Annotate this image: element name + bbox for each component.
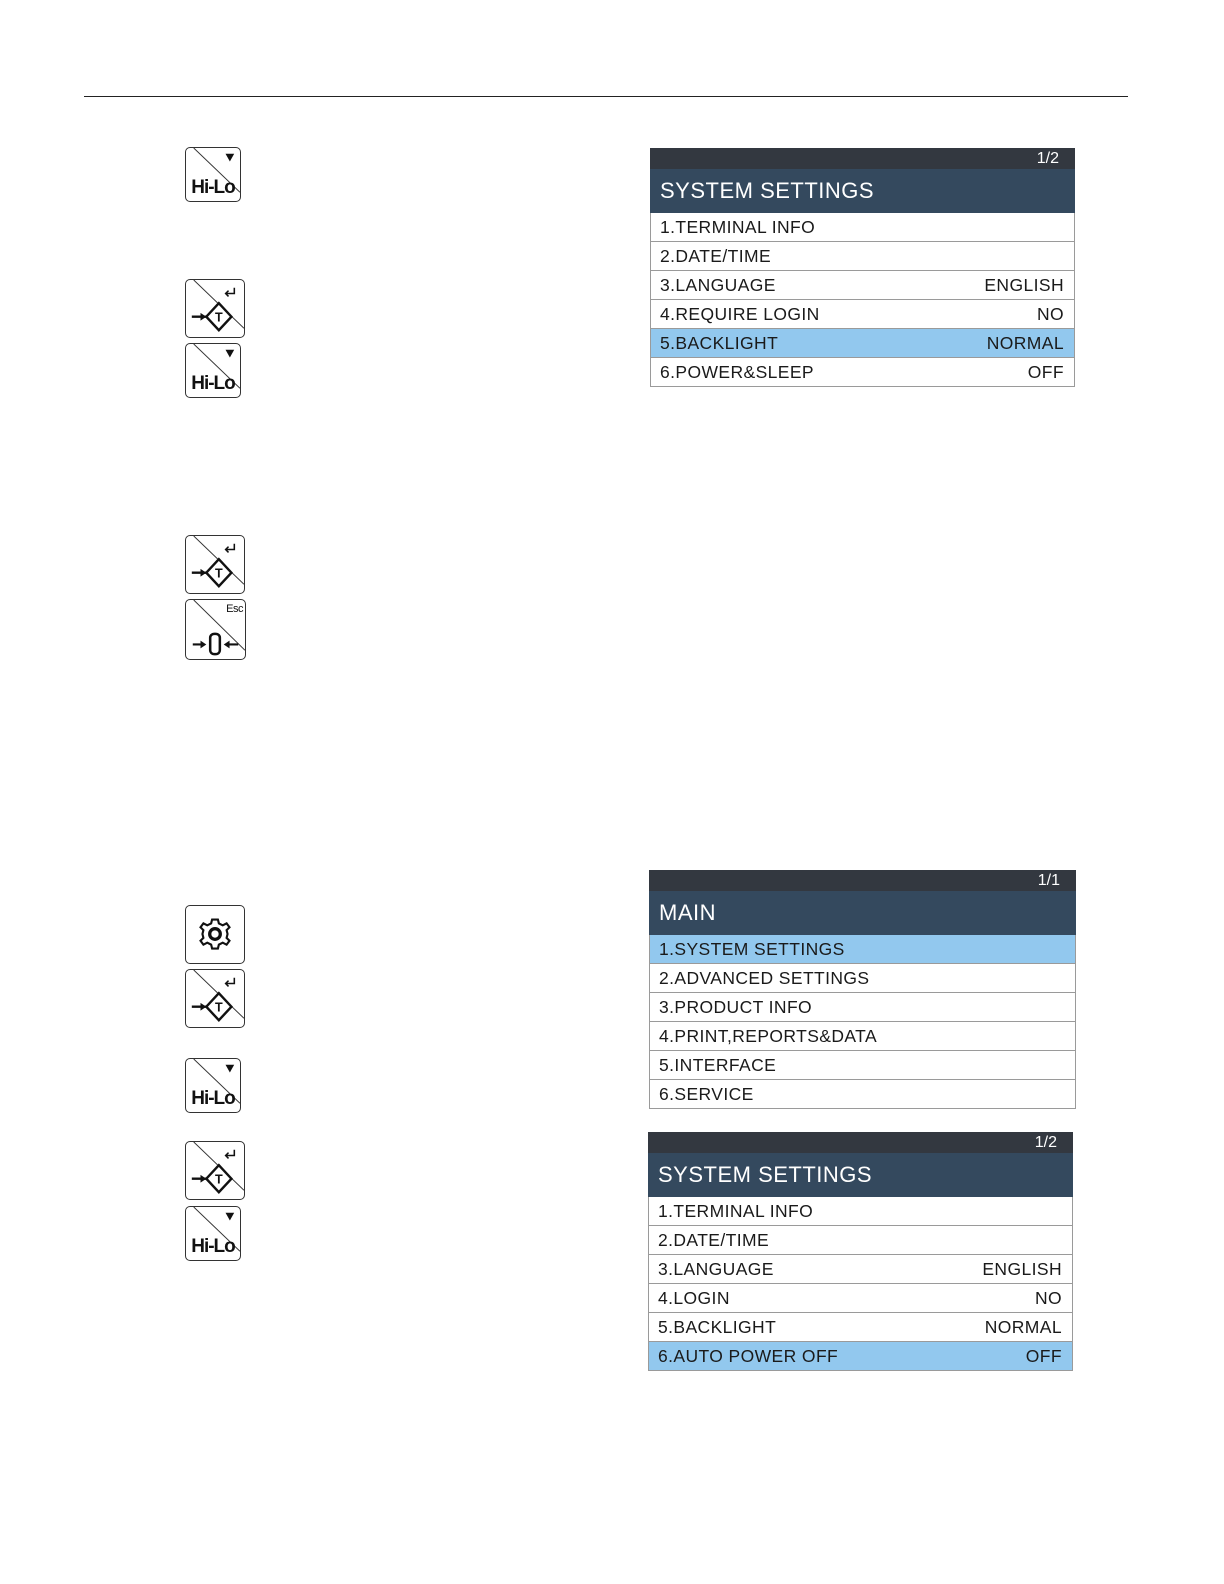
row-label: 5.BACKLIGHT [660, 332, 779, 353]
svg-text:T: T [215, 310, 223, 325]
row-label: 6.POWER&SLEEP [660, 361, 815, 382]
row-label: 3.LANGUAGE [660, 274, 776, 295]
settings-key[interactable] [185, 905, 245, 964]
tare-enter-icon [186, 536, 244, 593]
page-indicator: 1/2 [650, 148, 1075, 169]
svg-text:T: T [215, 1172, 223, 1187]
menu-row-terminal-info[interactable] [648, 1197, 1073, 1226]
hilo-key[interactable] [185, 147, 241, 202]
svg-text:T: T [215, 566, 223, 581]
menu-row-backlight[interactable] [650, 329, 1075, 358]
row-value: OFF [1025, 1345, 1062, 1366]
menu-row-terminal-info[interactable] [650, 213, 1075, 242]
row-value: ENGLISH [982, 1258, 1062, 1279]
tare-enter-key[interactable] [185, 535, 245, 594]
hilo-key[interactable] [185, 343, 241, 398]
screen-title: SYSTEM SETTINGS [648, 1153, 1073, 1197]
row-value: NORMAL [986, 332, 1064, 353]
header-rule [84, 96, 1128, 97]
row-label: 3.PRODUCT INFO [659, 996, 813, 1017]
menu-row-require-login[interactable] [650, 300, 1075, 329]
menu-row-date-time[interactable] [648, 1226, 1073, 1255]
tare-enter-key[interactable] [185, 1141, 245, 1200]
system-settings-screen [650, 148, 1075, 387]
zero-esc-key[interactable] [185, 599, 246, 660]
row-label: 4.PRINT,REPORTS&DATA [659, 1025, 878, 1046]
row-label: 4.LOGIN [658, 1287, 730, 1308]
menu-row-language[interactable] [648, 1255, 1073, 1284]
hilo-key[interactable] [185, 1058, 241, 1113]
row-label: 2.DATE/TIME [660, 245, 772, 266]
menu-row-power-sleep[interactable] [650, 358, 1075, 387]
hilo-key-label: Hi-Lo [191, 373, 235, 394]
menu-row-product-info[interactable] [649, 993, 1076, 1022]
row-label: 1.TERMINAL INFO [658, 1200, 814, 1221]
page-indicator: 1/2 [648, 1132, 1073, 1153]
row-label: 1.SYSTEM SETTINGS [659, 938, 845, 959]
menu-row-service[interactable] [649, 1080, 1076, 1109]
menu-row-interface[interactable] [649, 1051, 1076, 1080]
hilo-key-label: Hi-Lo [191, 1236, 235, 1257]
tare-enter-icon [186, 970, 244, 1027]
menu-row-date-time[interactable] [650, 242, 1075, 271]
tare-enter-key[interactable] [185, 969, 245, 1028]
svg-text:T: T [215, 1000, 223, 1015]
row-label: 5.BACKLIGHT [658, 1316, 777, 1337]
screen-title: MAIN [649, 891, 1076, 935]
system-settings-screen [648, 1132, 1073, 1371]
row-label: 3.LANGUAGE [658, 1258, 774, 1279]
page-indicator: 1/1 [649, 870, 1076, 891]
row-value: NO [1034, 1287, 1062, 1308]
menu-row-advanced-settings[interactable] [649, 964, 1076, 993]
row-label: 1.TERMINAL INFO [660, 216, 816, 237]
menu-row-auto-power-off[interactable] [648, 1342, 1073, 1371]
menu-row-system-settings[interactable] [649, 935, 1076, 964]
row-value: NORMAL [984, 1316, 1062, 1337]
hilo-key[interactable] [185, 1206, 241, 1261]
row-label: 4.REQUIRE LOGIN [660, 303, 820, 324]
hilo-key-label: Hi-Lo [191, 177, 235, 198]
row-label: 5.INTERFACE [659, 1054, 777, 1075]
row-label: 6.AUTO POWER OFF [658, 1345, 839, 1366]
esc-label: Esc [226, 603, 243, 615]
screen-title: SYSTEM SETTINGS [650, 169, 1075, 213]
row-label: 2.ADVANCED SETTINGS [659, 967, 870, 988]
main-menu-screen [649, 870, 1076, 1109]
tare-enter-icon [186, 1142, 244, 1199]
menu-row-backlight[interactable] [648, 1313, 1073, 1342]
row-value: OFF [1027, 361, 1064, 382]
row-value: NO [1036, 303, 1064, 324]
menu-row-login[interactable] [648, 1284, 1073, 1313]
gear-icon [186, 906, 244, 963]
row-label: 2.DATE/TIME [658, 1229, 770, 1250]
hilo-key-label: Hi-Lo [191, 1088, 235, 1109]
tare-enter-icon [186, 280, 244, 337]
menu-row-language[interactable] [650, 271, 1075, 300]
tare-enter-key[interactable] [185, 279, 245, 338]
row-label: 6.SERVICE [659, 1083, 754, 1104]
menu-row-print-reports-data[interactable] [649, 1022, 1076, 1051]
row-value: ENGLISH [984, 274, 1064, 295]
